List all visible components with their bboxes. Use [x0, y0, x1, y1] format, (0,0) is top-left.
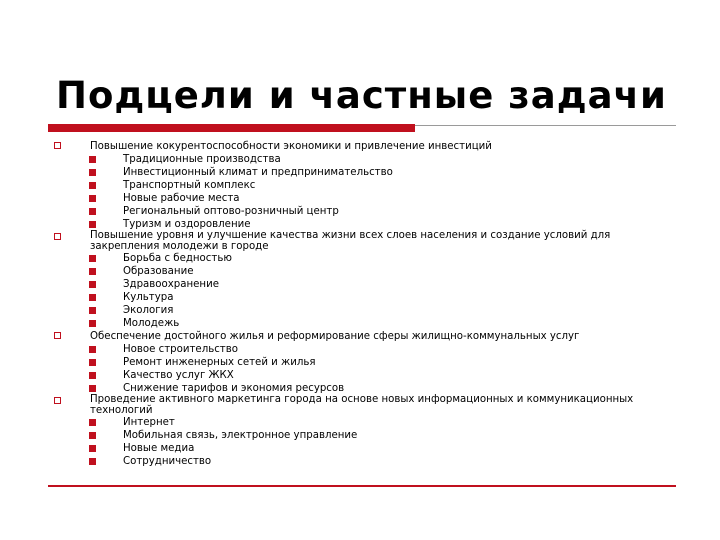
square-bullet-icon	[89, 255, 96, 262]
square-bullet-icon	[89, 182, 96, 189]
square-bullet-icon	[89, 458, 96, 465]
hollow-square-bullet-icon	[54, 142, 61, 149]
square-bullet-icon	[89, 208, 96, 215]
sub-item-text: Экология	[123, 305, 174, 316]
square-bullet-icon	[89, 419, 96, 426]
sub-item	[0, 416, 720, 429]
sub-item-text: Традиционные производства	[123, 154, 281, 165]
goal-item	[0, 330, 720, 343]
square-bullet-icon	[89, 294, 96, 301]
sub-item-text: Ремонт инженерных сетей и жилья	[123, 357, 316, 368]
square-bullet-icon	[89, 169, 96, 176]
square-bullet-icon	[89, 359, 96, 366]
sub-item	[0, 278, 720, 291]
sub-item	[0, 455, 720, 468]
goal-text: Проведение активного маркетинга города на основе новых информационных и коммуникационных технологий	[90, 394, 634, 416]
sub-item	[0, 343, 720, 356]
sub-item	[0, 291, 720, 304]
sub-item-text: Новое строительство	[123, 344, 238, 355]
goal-text: Повышение уровня и улучшение качества жизни всех слоев населения и создание условий для закрепления молодежи в городе	[90, 230, 611, 252]
sub-item	[0, 179, 720, 192]
sub-item	[0, 304, 720, 317]
square-bullet-icon	[89, 432, 96, 439]
square-bullet-icon	[89, 221, 96, 228]
hollow-square-bullet-icon	[54, 233, 61, 240]
sub-item-text: Мобильная связь, электронное управление	[123, 430, 358, 441]
square-bullet-icon	[89, 320, 96, 327]
goal-text: Повышение кокурентоспособности экономики и привлечение инвестиций	[90, 141, 492, 152]
sub-item-text: Интернет	[123, 417, 175, 428]
sub-item-text: Туризм и оздоровление	[123, 219, 251, 230]
square-bullet-icon	[89, 281, 96, 288]
sub-item-text: Региональный оптово-розничный центр	[123, 206, 339, 217]
sub-item-text: Новые медиа	[123, 443, 195, 454]
sub-item	[0, 153, 720, 166]
goal-item	[0, 140, 720, 153]
square-bullet-icon	[89, 372, 96, 379]
hollow-square-bullet-icon	[54, 332, 61, 339]
title-accent-bar	[48, 124, 415, 132]
sub-item-text: Культура	[123, 292, 174, 303]
sub-item-text: Качество услуг ЖКХ	[123, 370, 234, 381]
sub-item	[0, 356, 720, 369]
sub-item	[0, 166, 720, 179]
sub-item	[0, 442, 720, 455]
footer-rule	[48, 485, 676, 487]
sub-item-text: Образование	[123, 266, 194, 277]
square-bullet-icon	[89, 268, 96, 275]
goal-text: Обеспечение достойного жилья и реформирование сферы жилищно-коммунальных услуг	[90, 331, 580, 342]
sub-item-text: Сотрудничество	[123, 456, 212, 467]
hollow-square-bullet-icon	[54, 397, 61, 404]
square-bullet-icon	[89, 346, 96, 353]
sub-item-text: Молодежь	[123, 318, 180, 329]
sub-item	[0, 205, 720, 218]
square-bullet-icon	[89, 156, 96, 163]
square-bullet-icon	[89, 195, 96, 202]
slide-title: Подцели и частные задачи	[56, 74, 667, 117]
sub-item	[0, 192, 720, 205]
square-bullet-icon	[89, 307, 96, 314]
sub-item	[0, 317, 720, 330]
sub-item	[0, 265, 720, 278]
sub-item	[0, 369, 720, 382]
sub-item	[0, 429, 720, 442]
sub-item-text: Транспортный комплекс	[123, 180, 256, 191]
sub-item-text: Здравоохранение	[123, 279, 219, 290]
goal-item	[0, 231, 720, 252]
sub-item	[0, 252, 720, 265]
goal-item	[0, 395, 720, 416]
square-bullet-icon	[89, 385, 96, 392]
goal-list	[0, 140, 720, 468]
sub-item-text: Борьба с бедностью	[123, 253, 232, 264]
sub-item-text: Снижение тарифов и экономия ресурсов	[123, 383, 345, 394]
square-bullet-icon	[89, 445, 96, 452]
sub-item-text: Инвестиционный климат и предпринимательство	[123, 167, 393, 178]
sub-item-text: Новые рабочие места	[123, 193, 240, 204]
